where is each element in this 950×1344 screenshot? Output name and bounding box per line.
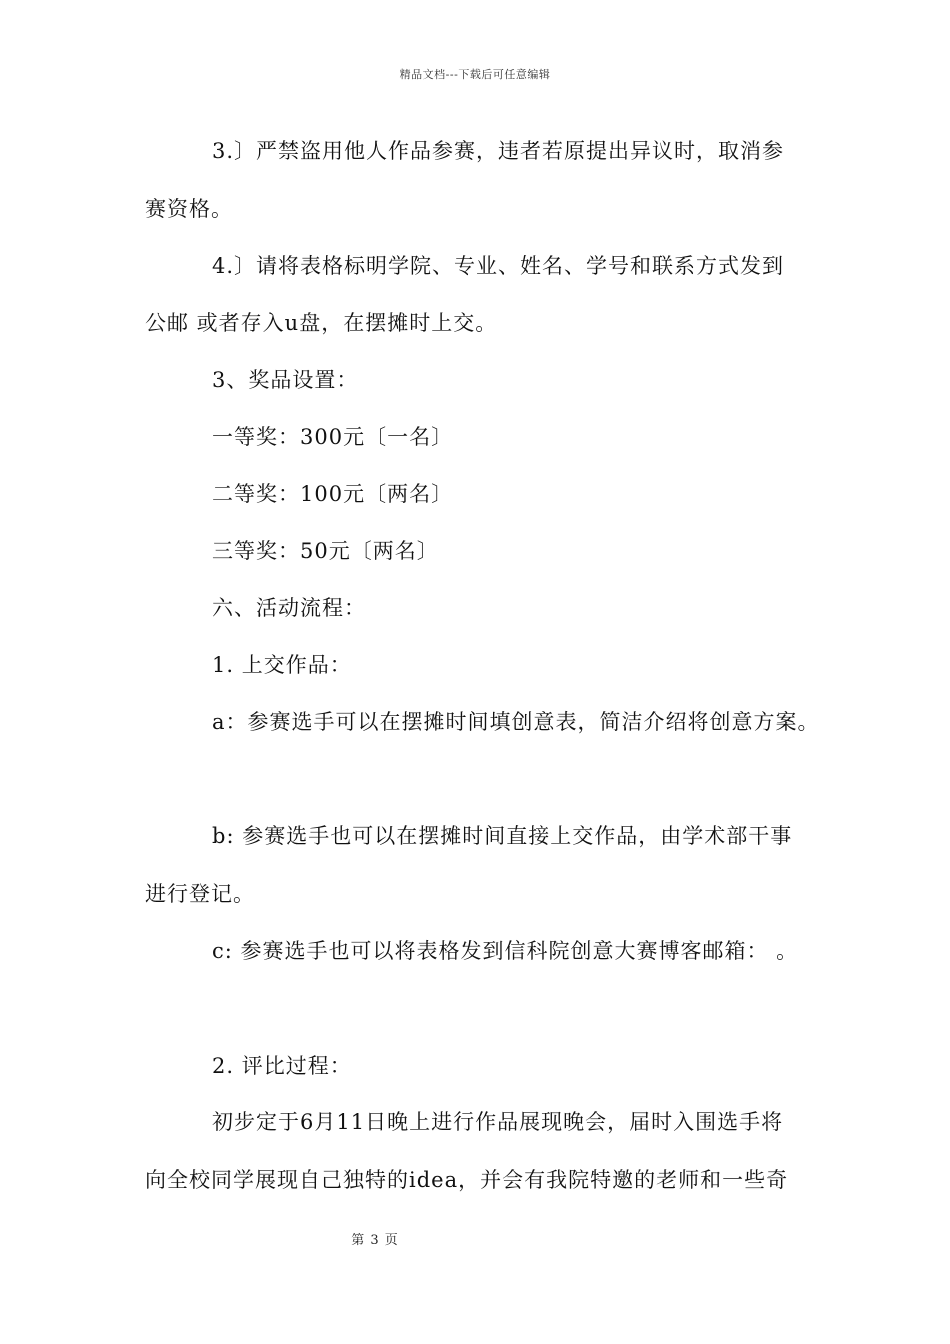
text-line: 3、奖品设置： [212,368,359,392]
text-line: 向全校同学展现自己独特的idea，并会有我院特邀的老师和一些奇 [145,1168,789,1192]
text-line: a：参赛选手可以在摆摊时间填创意表，简洁介绍将创意方案。 [212,710,820,734]
text-line: 二等奖：100元〔两名〕 [212,482,454,506]
text-line: 4.〕请将表格标明学院、专业、姓名、学号和联系方式发到 [212,254,785,278]
page-number: 第 3 页 [351,1233,399,1248]
text-line: 赛资格。 [145,197,233,221]
text-line: 2. 评比过程： [212,1054,352,1078]
text-line: 1. 上交作品： [212,653,352,677]
text-line: 初步定于6月11日晚上进行作品展现晚会，届时入围选手将 [212,1110,784,1134]
page-header: 精品文档---下载后可任意编辑 [399,68,551,81]
text-line: 一等奖：300元〔一名〕 [212,425,454,449]
text-line: 3.〕严禁盗用他人作品参赛，违者若原提出异议时，取消参 [212,139,785,163]
text-line: c: 参赛选手也可以将表格发到信科院创意大赛博客邮箱： 。 [212,939,799,963]
text-line: b: 参赛选手也可以在摆摊时间直接上交作品，由学术部干事 [212,824,793,848]
text-line: 三等奖：50元〔两名〕 [212,539,439,563]
text-line: 六、活动流程： [212,596,366,620]
text-line: 进行登记。 [145,882,255,906]
text-line: 公邮 或者存入u盘，在摆摊时上交。 [145,311,498,335]
